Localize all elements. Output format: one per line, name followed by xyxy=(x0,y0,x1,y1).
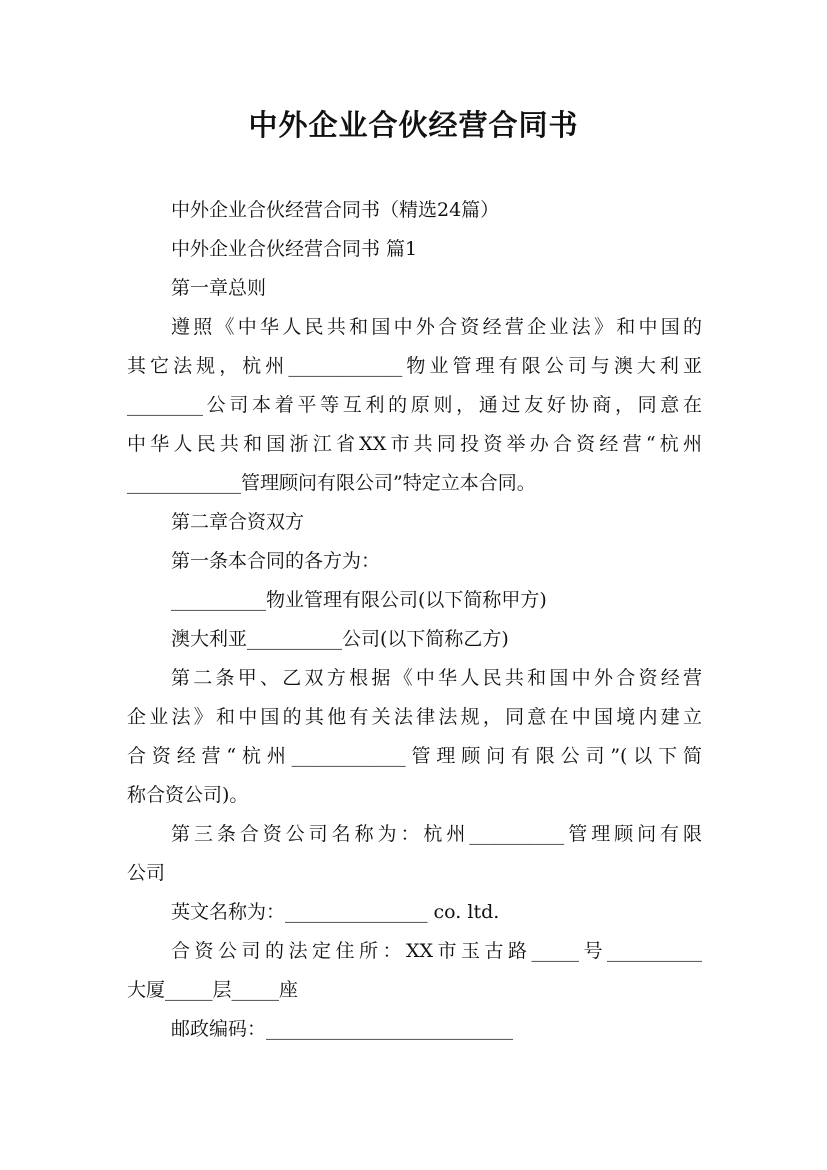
paragraph-line: 第二条甲、乙双方根据《中华人民共和国中外合资经营 xyxy=(171,667,702,689)
paragraph-line: 英文名称为：_______________ co. ltd. xyxy=(171,901,500,923)
paragraph-line: 合资经营“杭州____________管理顾问有限公司”(以下简 xyxy=(127,745,702,767)
paragraph-line: ________公司本着平等互利的原则，通过友好协商，同意在 xyxy=(127,394,702,416)
document-title: 中外企业合伙经营合同书 xyxy=(248,108,579,142)
chapter-heading: 第二章合资双方 xyxy=(171,511,305,533)
paragraph-line: __________物业管理有限公司(以下简称甲方) xyxy=(171,589,547,611)
paragraph-line: 合资公司的法定住所：XX市玉古路_____号__________ xyxy=(171,940,702,962)
section-heading: 中外企业合伙经营合同书 篇1 xyxy=(171,238,418,260)
subtitle-line: 中外企业合伙经营合同书（精选24篇） xyxy=(171,199,500,221)
paragraph-line: 称合资公司)。 xyxy=(127,784,249,806)
paragraph-line: 遵照《中华人民共和国中外合资经营企业法》和中国的 xyxy=(171,316,702,338)
chapter-heading: 第一章总则 xyxy=(171,277,267,299)
paragraph-line: 第一条本合同的各方为： xyxy=(171,550,381,572)
paragraph-line: 第三条合资公司名称为：杭州__________管理顾问有限 xyxy=(171,823,702,845)
paragraph-line: 邮政编码：__________________________ xyxy=(171,1018,514,1040)
paragraph-line: 公司 xyxy=(127,862,166,884)
paragraph-line: ____________管理顾问有限公司”特定立本合同。 xyxy=(127,472,536,494)
paragraph-line: 澳大利亚__________公司(以下简称乙方) xyxy=(171,628,509,650)
paragraph-line: 其它法规，杭州____________物业管理有限公司与澳大利亚 xyxy=(127,355,702,377)
paragraph-line: 中华人民共和国浙江省XX市共同投资举办合资经营“杭州 xyxy=(127,433,702,455)
paragraph-line: 大厦_____层_____座 xyxy=(127,979,299,1001)
paragraph-line: 企业法》和中国的其他有关法律法规，同意在中国境内建立 xyxy=(127,706,702,728)
